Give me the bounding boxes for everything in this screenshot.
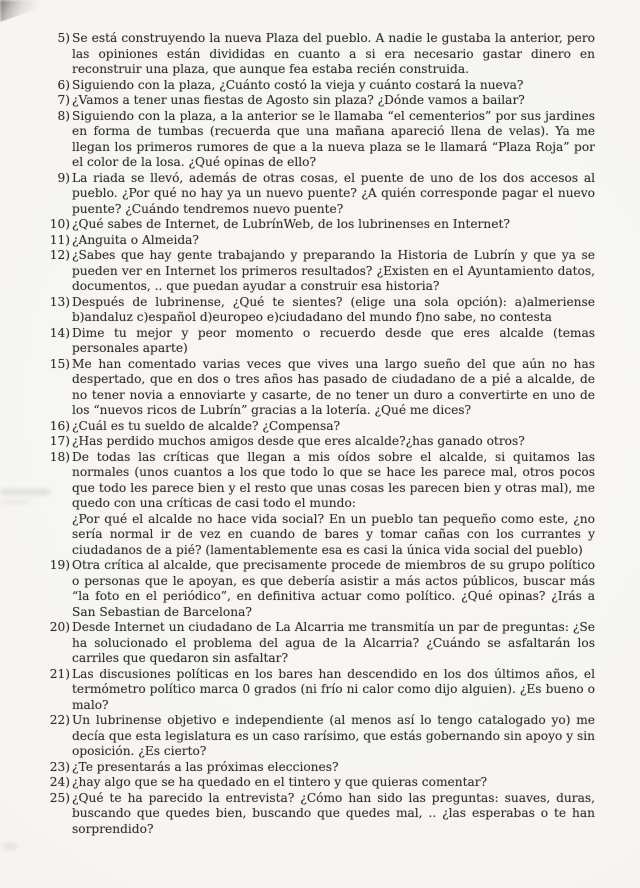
scan-smudge-bottom-left [2, 842, 18, 850]
question-number: 11) [49, 232, 70, 247]
question-item-22 [0, 713, 595, 760]
question-text: Se está construyendo la nueva Plaza del pueblo. A nadie le gustaba la anterior, pero las opiniones están divididas en cuanto a si era necesario gastar dinero en reconstruir una plaza, que aunque fea estaba recién construida. [72, 31, 595, 76]
question-number: 8) [57, 108, 70, 123]
question-text: ¿Qué sabes de Internet, de LubrínWeb, de los lubrinenses en Internet? [72, 217, 510, 231]
question-text: ¿Has perdido muchos amigos desde que eres alcalde?¿has ganado otros? [72, 434, 525, 448]
question-text: ¿Vamos a tener unas fiestas de Agosto sin plaza? ¿Dónde vamos a bailar? [72, 93, 525, 107]
question-number: 12) [49, 248, 70, 262]
question-number: 17) [49, 434, 70, 448]
question-list [0, 31, 595, 837]
question-text: Desde Internet un ciudadano de La Alcarria me transmitía un par de preguntas: ¿Se ha solucionado el problema del agua de la Alcarria? ¿Cuándo se asfaltarán los carriles que quedaron sin asfaltar? [72, 620, 595, 665]
question-item-6 [0, 78, 595, 94]
question-text: ¿Por qué el alcalde no hace vida social? En un pueblo tan pequeño como este, ¿no sería normal ir de vez en cuando de bares y tomar cañas con los currantes y ciudadanos de a pié? (lamentablemente esa es casi la única vida social del pueblo) [72, 511, 595, 557]
question-item-8 [0, 109, 595, 171]
question-number: 22) [49, 713, 70, 727]
question-item-11 [0, 233, 595, 249]
question-number: 14) [49, 325, 70, 340]
question-item-17 [0, 434, 595, 450]
question-text: ¿Sabes que hay gente trabajando y preparando la Historia de Lubrín y que ya se pueden ver en Internet los primeros resultados? ¿Existen en el Ayuntamiento datos, documentos, .. que puedan ayudar a construir esa historia? [72, 248, 595, 293]
question-item-25 [0, 791, 595, 838]
question-item-16 [0, 419, 595, 435]
question-text: La riada se llevó, además de otras cosas, el puente de uno de los dos accesos al pueblo. ¿Por qué no hay ya un nuevo puente? ¿A quién corresponde pagar el nuevo puente? ¿Cuándo tendremos nuevo puente? [72, 170, 595, 216]
question-number: 15) [49, 356, 70, 371]
question-text: Siguiendo con la plaza, ¿Cuánto costó la vieja y cuánto costará la nueva? [72, 77, 524, 92]
question-text: Las discusiones políticas en los bares han descendido en los dos últimos años, el termómetro político marca 0 grados (ni frío ni calor como dijo alguien). ¿Es bueno o malo? [72, 666, 595, 712]
question-item-12 [0, 248, 595, 295]
question-item-10 [0, 217, 595, 233]
question-item-7 [0, 93, 595, 109]
question-item-19 [0, 558, 595, 620]
question-number: 13) [49, 294, 70, 309]
question-item-18 [0, 450, 595, 559]
question-text: ¿hay algo que se ha quedado en el tintero y que quieras comentar? [72, 775, 488, 789]
question-text: ¿Te presentarás a las próximas elecciones? [72, 759, 339, 774]
question-text: ¿Anguita o Almeida? [72, 232, 199, 247]
question-number: 23) [49, 759, 70, 774]
question-item-5 [0, 31, 595, 78]
question-item-23 [0, 760, 595, 776]
question-number: 18) [49, 449, 70, 464]
question-item-9 [0, 171, 595, 218]
question-item-15 [0, 357, 595, 419]
question-text: Después de lubrinense, ¿Qué te sientes? (elige una sola opción): a)almeriense b)andaluz c)español d)europeo e)ciudadano del mundo f)no sabe, no contesta [72, 294, 595, 324]
question-number: 16) [49, 418, 70, 433]
scan-smudge-top-left [0, 0, 62, 22]
question-number: 21) [49, 666, 70, 681]
question-number: 6) [57, 77, 70, 92]
question-item-14 [0, 326, 595, 357]
question-text: De todas las críticas que llegan a mis oídos sobre el alcalde, si quitamos las normales (unos cuantos a los que todo lo que se hace les parece mal, otros pocos que todo les parece bien y el resto que unas cosas les parecen bien y otras mal), me quedo con una críticas de casi todo el mundo: [72, 449, 595, 510]
question-number: 5) [57, 31, 70, 45]
question-item-20 [0, 620, 595, 667]
question-number: 9) [57, 170, 70, 185]
question-text: Dime tu mejor y peor momento o recuerdo desde que eres alcalde (temas personales aparte) [72, 325, 595, 355]
question-number: 25) [49, 790, 70, 805]
question-text: ¿Cuál es tu sueldo de alcalde? ¿Compensa? [72, 418, 341, 433]
question-item-13 [0, 295, 595, 326]
question-number: 20) [49, 620, 70, 634]
question-number: 7) [57, 93, 70, 107]
question-item-21 [0, 667, 595, 714]
question-number: 10) [49, 217, 70, 231]
question-text: Otra crítica al alcalde, que precisamente procede de miembros de su grupo político o personas que le apoyan, es que debería asistir a más actos públicos, buscar más “la foto en el periódico”, en definitiva actuar como político. ¿Qué opinas? ¿Irás a San Sebastian de Barcelona? [72, 558, 595, 619]
question-text: Me han comentado varias veces que vives una largo sueño del que aún no has despertado, que en dos o tres años has pasado de ciudadano de a pié a alcalde, de no tener novia a ennoviarte y casarte, de no tener un duro a convertirte en uno de los “nuevos ricos de Lubrín” gracias a la lotería. ¿Qué me dices? [72, 356, 595, 417]
question-text: Siguiendo con la plaza, a la anterior se le llamaba “el cementerios” por sus jardines en forma de tumbas (recuerda que una mañana apareció llena de velas). Ya me llegan los primeros rumores de que a la nueva plaza se le llamará “Plaza Roja” por el color de la losa. ¿Qué opinas de ello? [72, 108, 595, 169]
question-text: Un lubrinense objetivo e independiente (al menos así lo tengo catalogado yo) me decía que esta legislatura es un caso rarísimo, que estás gobernando sin apoyo y sin oposición. ¿Es cierto? [72, 713, 595, 758]
question-text: ¿Qué te ha parecido la entrevista? ¿Cómo han sido las preguntas: suaves, duras, buscando que quedes bien, buscando que quedes mal, .. ¿las esperabas o te han sorprendido? [72, 790, 595, 836]
question-number: 19) [49, 558, 70, 572]
question-item-24 [0, 775, 595, 791]
question-number: 24) [49, 775, 70, 789]
